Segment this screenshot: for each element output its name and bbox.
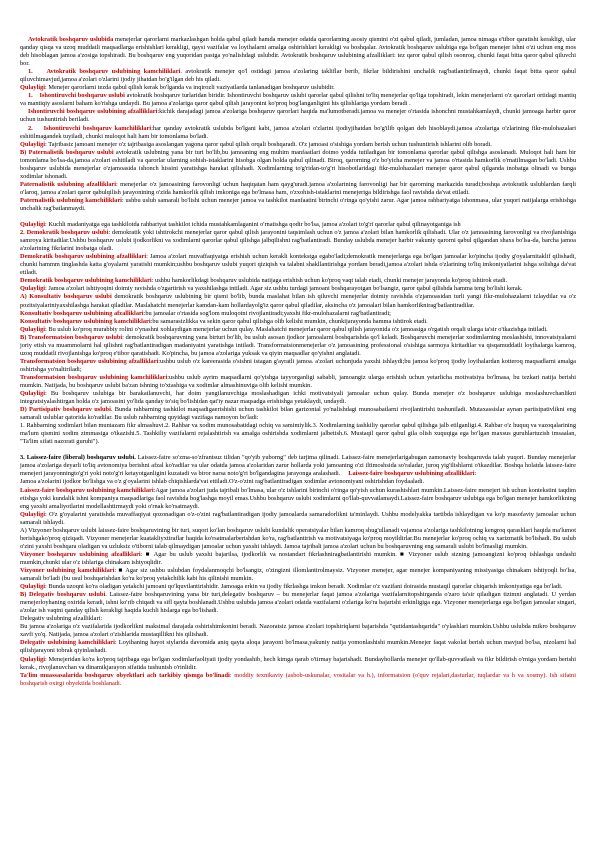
term-heading: Avtokratik boshqaruv uslubining kamchiliklari: [46, 68, 181, 76]
term-heading: Demokratik boshqaruv uslubining kamchiliklari: [20, 277, 152, 285]
term-heading: Konsultativ boshqaruv uslubining kamchiliklari: [20, 317, 151, 325]
paragraph-text: : Jamoa a'zolari muvaffaqiyatga erishish uchun kerakli kontekstga egabo'ladi;demokratik menejerlarga ega bo'lgan jamoalar ko'pincha ijodiy g'oyalarnitaklif qilishadi, chunki hammm tinglashda katta g'oyalarni yaratishi mumkin;ushbu boshqaruv uslubi yuqori qiziqish va talabni shakllantirishga yordam beradi,jamoa a'zolari ishda o'zlarining to'liq imkoniyatlarini ishga solishga da'vat etiladi.: [20, 253, 576, 277]
term-heading: Ishontiruvchi boshqaruv kamchiliklari: [43, 124, 152, 132]
paragraph: [20, 390, 576, 406]
term-heading: Demokratik boshqaruv uslubining afzalliklari: [20, 253, 147, 261]
paragraph-text: : Loyihaning hayot siylarida davomida aniq qayta aloqa jarayoni bo'lmasa,yakuniy natija yomonlashishi mumkin.Menejer faqat vakolat berish uchun mavjud bo'lsa, nizolarni hal qilishjarayoni tobrak qiyinlashadi.: [20, 639, 577, 655]
paragraph-text: . Bunda rahbarning tashkilot maqsadigaerishishi uchun tashkilot bilan garizontal yo'nalishdagi munosabatlarni rivojlantirishi tushuniladi. Mutaxassislar aynan partisipativlikni eng samarali uslublar qatorida ko'radilar. Bu uslub rahbarning quyidagi vazifaga namoyon bo'ladi:: [20, 406, 577, 422]
term-heading: B) Paternalistik boshqaruv uslubi: [20, 148, 114, 156]
term-heading: B) Delegativ boshqaruv uslubi: [20, 591, 106, 599]
paragraph: [20, 551, 576, 567]
paragraph-text: :har qanday avtokratik uslubda bo'lgani kabi, jamoa a'zolari o'zlarini ijodiyjihatdan bo'g'ilib qolgan deb hisoblaydi.jamoa a'zolariga o'zlarining fikr-mulohazalari eshitilmagandek tuyiladi, chunki muloqot hali ham bir tomonlama bo'ladi.: [20, 124, 577, 140]
paragraph: [20, 672, 576, 688]
paragraph-text: Jamoa a'zolarini ijodkor bo'lishga va o'z g'oyalarini ishlab chiqishlarda'vat ettiladi.O'z-o'zini rag'batlantiradigan xodimlar avtonomiyani oshirishdan foydaaladi.: [20, 478, 425, 486]
paragraph-text: : ushbu hamkorlikdagi boshqaruv uslubida natijaga erishish uchun ko'proq vaqt talab etadi, chunki menejer jarayonda ko'proq ishtirok etadi.: [151, 277, 508, 285]
paragraph-text: :kichik darajadagi jamoa a'zolariga boshqaruv qarorlari haqida ma'lumotberadi.jamoa va menejer o'rtasida ishonchni mustahkamlaydi, chunki jamoaga harbir qaror uchun tushuntirish beriladi.: [20, 108, 576, 124]
term-heading: Paternalistik uslubning afzalliklari: [20, 180, 117, 188]
paragraph: [20, 591, 576, 615]
paragraph-text: : Jamoa a'zolari ishtiyoqini doimiy ravishda o'zgartirish va yaxshilashga intiladi. Agar siz ushbu turdagi jamoani boshqarayotgan bo'lsangiz, qaror qabul qilishda hamma teng bo'lishi kerak.: [45, 285, 523, 293]
paragraph-text: menejerlar qarorlarni markazlashgan holda qabul qiladi hamda menejer odatda qarorlarning asosiy qismini o'zi qabul qiladi, jumladan, jamoa nimaga e'tibor qaratishi kerakligi, ular qanday qisqa va uzoq muddatli maqsadlarga erishishlari kerakligi, qaysi vazifalar va loyihalarni amalga oshirishlari kerakligi va boshqalar. Avtokratik boshqaruv uslubiga ega bo'lgan menejer ishni o'zi uchun eng mos deb hisoblagan jamoa a'zosiga topshiradi. Bu boshqaruv eng yuqoridan pastga yo'nalishdagi uslubdir. Avtokratik boshqaruv uslubining afzalliklari: tez qaror qabul qilish osonroq, chunki faqat bitta qaror qabul qiluvchi bor.: [20, 36, 576, 68]
paragraph-text: Bu jamoa a'zolariga o'z vazifalarida ijodkorlikni maksimal darajada oshirishimkonini beradi. Nazoratsiz jamoa a'zolari topshiriqlarni bajarishda "qutidantashqarida" o'ylashlari mumkin.Ushbu uslubda mikro boshqaruv xavfi yo'q. Natijada, jamoa a'zolari o'zishlarida mustaqillikni his qilishadi.: [20, 623, 576, 639]
term-heading: Qulayligi: [20, 325, 46, 333]
term-heading: D) Partisipativ boshqaruv uslubi: [20, 406, 111, 414]
paragraph: [20, 454, 576, 478]
paragraph: [20, 567, 576, 583]
paragraph: [20, 487, 576, 511]
term-heading: Paternalistik uslubning kamchiliklari: [20, 196, 122, 204]
term-heading: A) Konsultativ boshqaruv uslubi: [20, 293, 112, 301]
paragraph-text: :ushbu uslub ayrim maqsadlarni qo'yishga tayyorganligi sababli, jamoangiz ularga erishish uchun yetarlicha motivatsiya bo'lmasa, bu tezkari natija berishi mumkin. Natijada, bu boshqaruv uslubi ba'zan ishning to'xtashiga va xodimlar almashinuviga olib kelishi mumkin.: [20, 373, 576, 389]
paragraph: [20, 358, 576, 374]
term-heading: Vizyoner boshqaruv uslubining afzalliklari: [20, 550, 141, 558]
paragraph: [20, 334, 576, 358]
paragraph: [20, 639, 576, 655]
paragraph: [20, 310, 576, 318]
paragraph-text: avtokratik uslubning yana bir turi bo'lib,bu jamoaning eng muhim manfaatlari doimo yodda tutiladigan bir tomonlama qarorlar qabul qilishga asoslanadi. Muloqot hali ham bir tomonlama bo'lsa-da,jamoa a'zolari eshitiladi va qarorlar ularning sohish-istaklarini hisobga olgan holda qabul qilinadi. Biroq, qarorning o'z bo'yicha menejer va jamoa o'rtasida hamkorlik o'rnatilmagan bo'ladi. Ushbu boshqaruv uslubida menejerlar o'zjamoasida ishonch hissini yaratishga harakat qilishadi. Xodimlarning to'g'ridan-to'g'ri hisobotlaridagi fikr-mulohazalari menejer qaror qabul qilganda inobatga olinadi va bunga xodimlar ishonadi.: [20, 148, 576, 180]
paragraph: [20, 221, 576, 229]
paragraph: [20, 149, 576, 181]
paragraph-text: : ■ Agar bu uslub yaxshi bajarilsa, ijodkorlik va nostandart fikrlashniragbatlantirishi mumkin. ■ Vizyoner uslub sizning jamoangizni ko'proq ishlashga undashi mumkin,chunki ular o'z ishlariga chinakam ishtyoqlidir.: [20, 550, 576, 566]
section-gap: [20, 446, 576, 454]
term-heading: B) Transformatsion boshqaruv uslubi: [20, 333, 123, 341]
term-heading: Laissez-faire boshqaruv uslubining kamchiliklari: [20, 486, 154, 494]
paragraph-text: : demokratik boshqaruvning yana birturi bo'lib, bu uslub asosan ijodkor jamoalarni boshqarishda qo'l keladi. Boshqaruvchi menejerlar xodimlarning moslashishi, innovatsiyalarni joriy etish va muammolarni hal qilishni rag'batlantiradigan madaniyatni yaratishga intiladi. Transformatsionmenejerlar o'z jamoasining professional o'sishiga sarmoya kiritadilar va qisqamuddatli loyihalarga kamroq, uzoq muddatli rivojlanishga ko'proq e'tibor qaratishadi. Ko'pincha, bu jamoa a'zolariga yuksak va qiyin maqsadlar qo'yishni anglatadi.: [20, 333, 576, 357]
paragraph-text: Laissez-faire so'zma-so'zfrantsuz tilidan "qo'yib yuborng" deb tarjima qilinadi. Laissez-faire menejerlarigabugan zamonaviy boshqaruvda talab yuqori. Bunday menejerlar jamoa a'zolariga deyarli to'liq avtonomiya berishni afzal ko'radilar va ular odatda jamoa a'zolaridan zarur hollarda yoki jamoaning o'zi iltimoshsida so'raladar, juroq yig'ilishlarni o'tkazdilar. Boshqa holatda laissez-faire menejeri jarayonningto'g'ri yoki noto'g'ri ketayotganligini kuzatadi va biror narsa noto'g'ri bo'lgandagina jarayonga aralashadi.: [20, 454, 576, 478]
paragraph-text: : Kuchli madaniyatga ega tashkilotda rahbariyat tashkilot ichida mustahkamlaganini o'rnatishga qodir bo'lsa, jamoa a'zolari to'g'ri qarorlar qabul qilinayotganiga ish: [45, 221, 461, 229]
paragraph-text: : Bu boshqaruv uslubiga bir barakatlanuvchi, har doim yangilanuvchiga moslashadigan ichki motivatsiyali jamoalar uchun qulay. Bunda menejer o'z boshqaruv uslubiga moslashuvchanlikni integratsiyalashtirgan holda o'z jamoasini yo'lida qanday to'siq bo'lishidan qat'iy nazar maqsadga erishishga yetaklaydi, undaydi.: [20, 390, 576, 406]
paragraph-text: . Laissez-faire boshqaruvining yana bir turi,delegativ boshqaruv – bu menejerlar faqat jamoa a'zolariga vazifalarnitopshirganda o'zaro ta'sir qiladigan tizimni anglatadi. U yerdan menejerloyhaning oxirida keradi, ishni ko'rib chiqadi va sifl qayta boshlanadi.Ushbu uslubda jamoa a'zolari odatda vazifalarni o'zlariga ko'ra bajarishi erkinligiga ega. Vizyoner menejerlarga ega bo'lgan jamoalar singari, a'zolar ish vaqtni qanday qilish kerakligi haqida kuchli hislarga ega bo'lishadi.: [20, 591, 576, 615]
paragraph: [20, 141, 576, 149]
term-heading: Qulayligi: [20, 583, 46, 591]
term-heading: Laissez-faire boshqaruv uslubining afzalliklari: [348, 470, 475, 478]
term-heading: Konsultativ boshqaruv uslubining afzalliklari: [20, 309, 144, 317]
paragraph: [20, 527, 576, 551]
paragraph-text: 1. Rahbarning xodimlari bilan muntazam fikr almashuvi.2. Rahbar va xodim munosabatidagi ochiq va samimiylik.3. Xodimlarning tashkiliy qarorlar qabul qilishga jalb etilganligi.4. Rahbar o'z huquq va vazoqalarining ma'lum qismini xodim zimmasiga o'tkazishi.5. Tashkiliy vazifalarni rejalashtirish va amalga oshirishda xodimlarni jalbetish.6. Mustaqil qaror qabul gila olish xuquqiga ega bo'lgan maxsus guruhlartuzish imsaalan, "Ta'lim sifati nazorati guruhi").: [20, 422, 576, 446]
term-heading: Avtokratik boshqaruv uslubida: [28, 36, 114, 43]
paragraph: [20, 511, 576, 527]
paragraph-text: A) Vizyoner boshqaruv uslubi laissez-faire boshqaruvining bir turi, suqori ko'lan boshqaruv uslubi kundalik operatsiyalar bilan kamroq shug'ullanadi vajamoa a'zolariga tashkilotning kengroq qarashlari haqida ma'lumot berishgako'proq qiziqadi. Vizyoner menejerlar kuatakliyxtiraflar haqida ko'rsatmalarberishdan ko'ra, rag'batlantirish va motivatsiyaga ko'proq moyildirlar.Bu menejerlar ko'proq ochiq va xarizmatik bo'lishadi. Bu uslub o'zini yaxshi boshqara oladigan va uzluksiz o'tiborni talab qilmaydigan jamoalar uchun yaxshi ishlaydi. Jamoa tajribali jamoa a'zolari uchun bu boshqaruvning eng samarali uslubi bo'lmasligi mumkin.: [20, 526, 576, 550]
paragraph: [20, 125, 576, 141]
term-heading: Qulayligi: [20, 390, 46, 398]
paragraph: [20, 285, 576, 293]
paragraph-text: : Menejer qarorlarni tezda qabul qilish kerak bo'lganda va inqirozli vaziyatlarda tanlanadigan boshqaruv uslubidir.: [45, 84, 335, 92]
paragraph: [20, 656, 576, 672]
paragraph-text: demokratik boshqaruv uslubining bir qismi bo'lib, bunda maslahat bilan ish qiluvchi menejerlar doimiy ravishda o'zjamoasidan turli yangi fikr-mulohazalarni izlaydilar va o'z pozitsiyalariniyaxshilashga harakat qiladilar. Maslahatchi menejerlar kamdan-kam hollardayolg'iz qaror qabul qiladilar, aksincha o'z jamoalari bilan hamkorliknirag'batlantiradilar.: [20, 293, 577, 309]
paragraph-text: :bu samarasizlikka va sekin qaror qabul qilishga olib kelishi mumkin, chunkijarayonda hamma ishtirok etadi.: [150, 317, 428, 325]
list-number: 1.: [28, 68, 33, 76]
paragraph-text: : O'z g'oyalarini yaratishda muvaffaqiyat qozonadigan o'z-o'zini rag'batlantiradigan ijodiy jamoalarda samaradorlikni ta'minlaydi. Ushbu modelyakka tartibda ishlaydigan va ko'p masofaviy jamoalar uchun samarali ishlaydi.: [20, 510, 576, 526]
paragraph: [20, 583, 576, 591]
paragraph-text: : Bu uslub ko'proq murabbiy rolini o'ynashni xohlaydigan menejerlar uchun qulay. Maslahatchi menejerlar qaror qabul qilish jarayonida o'z jamoasiga o'rgatish orqali ularga ta'sir o'tkazishga intiladi.: [45, 325, 548, 333]
paragraph: [20, 318, 576, 326]
paragraph: [20, 229, 576, 253]
paragraph: [20, 36, 576, 68]
term-heading: Qulayligi: [20, 285, 46, 293]
paragraph: [20, 68, 576, 84]
paragraph: [20, 406, 576, 422]
term-heading: Ishontiruvchi boshqaruv uslubining afzalliklari: [28, 108, 158, 116]
list-number: 1.: [28, 92, 33, 100]
term-heading: Qulayligi: [20, 140, 46, 148]
paragraph: [20, 623, 576, 639]
paragraph-text: : Bunda uzoqni ko'ra oladigan yetakchi jamoani qo'lquvtlantirishidir. Jamoaga erkin va ijodiy fikrlashga imkon beradi. Xodimlar o'z vazifani doirasida mustaqil qarorlar chiqarish imkoniyatiga ega bo'ladi.: [45, 583, 563, 591]
term-heading: Qulayligi: [20, 84, 46, 92]
term-heading: Ta'lim muassasalarida boshqaruv obyektlari ach tarkibiy qismga bo'linadi: [20, 671, 230, 679]
paragraph-text: :: [474, 470, 477, 478]
paragraph-text: : menejerlar o'z jamoasining farovonligi uchun haqiqatan ham qayg'uradi.jamoa a'zolarining farovonligi har bir qarorning markazida turadi;boshqa avtokratik uslublardan farqli o'laroq, jamoa a'zolari qaror qabulqilish jarayonining o'zida hamkorlik qilish imkoniga ega bo'lmasa ham, o'zxohish-istaklarini menejeriga bildirishga faol ravishda da'vat etiladi.: [20, 180, 576, 196]
term-heading: Transformatsion boshqaruv uslubining afzalliklari: [20, 357, 159, 365]
paragraph-text: : Menejeridan ko'ra ko'proq tajribaga ega bo'lgan xodimlarfaoliyati ijodiy yondashib, hech kimga qarab o'tirmay bajarishadi. Bundayhollarda menejer qo'llab-quvvatlash va fikr bildirish o'rniga yordam berishi kerak., rivojlanuvchan va dinamikjarayon sifatida tushunish o'rinlidir.: [20, 655, 576, 671]
term-heading: Transformatsion boshqaruv uslubining kamchiliklari: [20, 373, 168, 381]
term-heading: Ishontiruvchi boshqaruv uslubi: [39, 92, 125, 100]
term-heading: Qulayligi: [20, 221, 46, 229]
paragraph: [20, 277, 576, 285]
paragraph: [20, 615, 576, 623]
term-heading: Qulayligi: [20, 510, 46, 518]
paragraph: [20, 197, 576, 213]
paragraph: [20, 422, 576, 446]
term-heading: Vizyoner uslubining kamchiliklari: [20, 567, 115, 574]
paragraph: [20, 181, 576, 197]
paragraph: [20, 92, 576, 108]
paragraph-text: Delegativ uslubning afzalliklari:: [20, 615, 103, 623]
term-heading: Delegativ uslubining kamchiliklari: [20, 639, 115, 647]
paragraph: [20, 108, 576, 124]
section-heading: 3. Laissez-faire (liberal) boshqaruv uslubi.: [20, 454, 136, 462]
paragraph-text: . avtokratik menejer qo'l ostidagi jamoa a'zolaring takliflar berib, fikrlar bildirishini unchalik rag'batlantirilmaydi, chunki faqat bitta qaror qabul qiluvchimavjud,jamoa a'zolari o'zlarini ijodiy jihatdan bo'g'ilgan deb his qiladi.: [20, 68, 576, 84]
paragraph-text: avtokratik boshqaruv turlaridan biridir. Ishontiruvchi boshqaruv uslubi qarorlar qabul qilishni to'liq menejerlar qo'liga topshiradi, lekin menejerlarni o'z qarorlari ortidagi mantiq va mantiqiy asoslarni baham ko'rishga undaydi. Bu jamoa a'zolariga qaror qabul qilish jarayonini ko'proq bog'langanligini his qilishlariga yordam beradi .: [20, 92, 577, 108]
paragraph-text: : moddiy texnikaviy (asbob-uskunalar, vositalar va h.), informatsion (o'quv rejalari,dasturlar, tuqlardar va h va xosmy). Ish sifatni boshqarish oxirgi obyektida boshlanadi.: [20, 671, 576, 687]
paragraph-text: : ushbu uslub samarali bo'lishi uchun menejer jamoa va tashkilot manfaatini birinchi o'ringa qo'yishi zarur. Agar jamoa rahbariyatga ishonmasa, ular yuqori natijalarga erishishga unchalik rag'batlanmaydi.: [20, 196, 576, 212]
term-heading: Qulayligi: [20, 655, 46, 663]
paragraph: [20, 374, 576, 390]
paragraph: [20, 84, 576, 92]
paragraph-text: :Agar jamoa a'zolari juda tajribali bo'lmasa, ular o'z ishlarini birinchi o'ringa qo'yish uchun kurashishlari mumkin.Laissez-faire menejeri ish uchun kontekstini taqdim etishga yoki kundalik ishni kompaniya maqsadlariga faol ravishda bog'lashga moyil emas.Ushbu boshqaruv uslubi xodimlarni qo'llab-quvvatlamaydi.Laissez-faire boshqaruv uslubiga ega bo'lgan menejer hamkorlikning eng yaxshi amaliyotlarini modellashtirmaydi yoki o'rnak ko'rsatmaydi.: [20, 486, 576, 510]
paragraph-text: : demokratik yoki ishtirokchi menejerlar qaror qabul qilish jarayonini taqsimlash uchun o'z jamoa a'zolari bilan hamkorlik qilishadi. Ular o'z jamoasining farovonligi va rivojlanishiga samroya kiritadilar.Ushbu boshqaruv uslubi ijodkorlikni va xodimlarni qarorlar qabul qilishga jalbqilishni rag'batlantiradi. Bunday uslubda menejer harbir vakuniy qarorni qabul qilgandan shaxs bo'lsa-da, barcha jamoa a'zolarining fikrlarini inobatga oladi.: [20, 229, 576, 253]
list-number: 2.: [28, 124, 33, 132]
paragraph: [20, 326, 576, 334]
term-heading: Demokratik boshqaruv uslubi: [26, 229, 109, 237]
paragraph-text: : Tajribasiz jamoani menejer o'z tajribasiga asoslangan yagona qaror qabul qilish orqali boshqaradi. O'z jamoasi o'sishiga yordam berish uchun tushuntirish ishlarini olib boradi.: [45, 140, 492, 148]
paragraph: [20, 478, 576, 486]
paragraph-text: :bu jamoalar o'rtasida sog'lom muloqotni rivojlantiradi;yaxshi fikr-mulohazalarni rag'batlantiradi;: [143, 309, 391, 317]
list-number: 2.: [20, 229, 25, 237]
paragraph: [20, 253, 576, 277]
paragraph-text: : ■ Agar siz ushbu uslubdan foydalanmoqchi bo'lsangiz, o'zingizni illomlantirolmaysiz. Vizyoner menejer, agar menejer kompaniyaning missiyasiga chinakam ishtiyoqli bo'lsa, samarali bo'ladi (bu usul boshqarishdan ko'ra ko'proq yetakchilik kabi his qilinishi mumkin.: [20, 567, 576, 583]
paragraph: [20, 293, 576, 309]
section-gap: [20, 213, 576, 221]
paragraph-text: :ushbu uslub o'z kareerasida o'sishni istagan g'ayratli jamoa. a'zolari uchunjuda yaxshi ishlaydi;bu jamoa ko'proq ijodiy loyihalardan kotteroq maqsadlarni amalga oshirishga yo'naltiriladi;: [20, 357, 576, 373]
